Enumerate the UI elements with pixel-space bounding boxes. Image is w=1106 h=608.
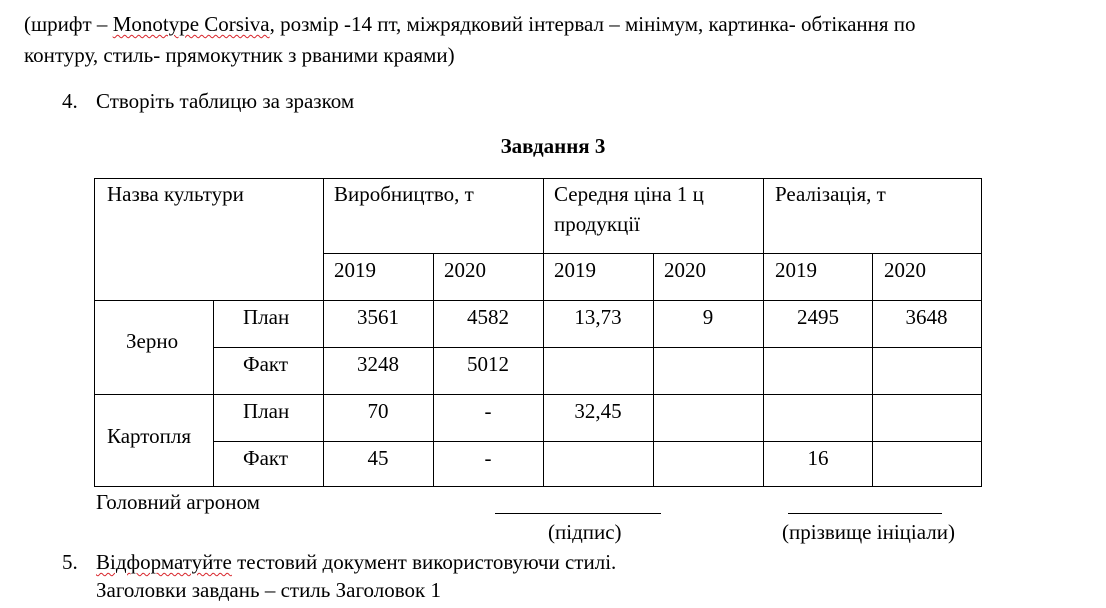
table-col-line bbox=[213, 300, 214, 487]
value-cell: 4582 bbox=[467, 305, 509, 329]
value-cell: 3248 bbox=[357, 352, 399, 376]
header-price-line-1: Середня ціна 1 ц bbox=[554, 182, 704, 206]
value-cell: 16 bbox=[807, 446, 829, 470]
table-title: Завдання 3 bbox=[500, 134, 606, 158]
table-border-bottom bbox=[94, 486, 981, 487]
row-type-label: Факт bbox=[243, 446, 289, 470]
value-cell: 3561 bbox=[357, 305, 399, 329]
value-cell: 70 bbox=[367, 399, 389, 423]
signature-caption: (підпис) bbox=[548, 520, 622, 544]
value-cell: 5012 bbox=[467, 352, 509, 376]
value-cell: - bbox=[484, 399, 492, 423]
row-type-label: Факт bbox=[243, 352, 289, 376]
item5-text-rest: тестовий документ використовуючи стилі. bbox=[231, 550, 617, 574]
table-row-line bbox=[323, 253, 981, 254]
value-cell: 32,45 bbox=[574, 399, 622, 423]
value-cell: 9 bbox=[702, 305, 714, 329]
signature-underline bbox=[495, 513, 661, 514]
intro-line-1 bbox=[24, 12, 916, 37]
value-cell: 13,73 bbox=[574, 305, 622, 329]
table-row-line bbox=[213, 347, 981, 348]
table-col-line bbox=[653, 253, 654, 487]
header-sales: Реалізація, т bbox=[775, 182, 886, 206]
item4-text: Створіть таблицю за зразком bbox=[96, 89, 355, 113]
intro-line-1-suffix: , розмір -14 пт, міжрядковий інтервал – мінімум, картинка- обтікання по bbox=[269, 12, 916, 36]
intro-font-name: Monotype Corsiva bbox=[112, 12, 270, 36]
item5-format-word: Відформатуйте bbox=[96, 550, 232, 574]
year-cell: 2019 bbox=[554, 258, 596, 282]
table-col-line bbox=[763, 178, 764, 487]
header-price-line-2: продукції bbox=[554, 212, 640, 236]
row-type-label: План bbox=[243, 305, 290, 329]
item5-number: 5. bbox=[62, 550, 78, 574]
crop-name-cell: Зерно bbox=[126, 329, 179, 353]
value-cell: 3648 bbox=[905, 305, 948, 329]
intro-line-1-prefix: (шрифт – bbox=[24, 12, 113, 36]
table-border-top bbox=[94, 178, 981, 179]
table-border-right bbox=[981, 178, 982, 487]
table-col-line bbox=[323, 178, 324, 487]
name-underline bbox=[788, 513, 942, 514]
value-cell: 2495 bbox=[797, 305, 839, 329]
value-cell: - bbox=[484, 446, 492, 470]
table-col-line bbox=[543, 178, 544, 487]
item4-number: 4. bbox=[62, 89, 78, 113]
table-border-left bbox=[94, 178, 95, 487]
crop-name-cell: Картопля bbox=[107, 424, 192, 448]
value-cell: 45 bbox=[367, 446, 389, 470]
item5-text bbox=[96, 550, 616, 575]
year-cell: 2019 bbox=[775, 258, 817, 282]
table-row-line bbox=[94, 394, 981, 395]
year-cell: 2020 bbox=[884, 258, 926, 282]
header-crop-name: Назва культури bbox=[107, 182, 244, 206]
intro-line-2: контуру, стиль- прямокутник з рваними краями) bbox=[24, 43, 455, 67]
signature-role: Головний агроном bbox=[96, 490, 260, 514]
year-cell: 2020 bbox=[444, 258, 486, 282]
header-production: Виробництво, т bbox=[334, 182, 474, 206]
item5-line-2: Заголовки завдань – стиль Заголовок 1 bbox=[96, 578, 441, 602]
year-cell: 2020 bbox=[664, 258, 706, 282]
row-type-label: План bbox=[243, 399, 290, 423]
table-row-line bbox=[94, 300, 981, 301]
table-row-line bbox=[213, 441, 981, 442]
year-cell: 2019 bbox=[334, 258, 376, 282]
name-caption: (прізвище ініціали) bbox=[782, 520, 955, 544]
